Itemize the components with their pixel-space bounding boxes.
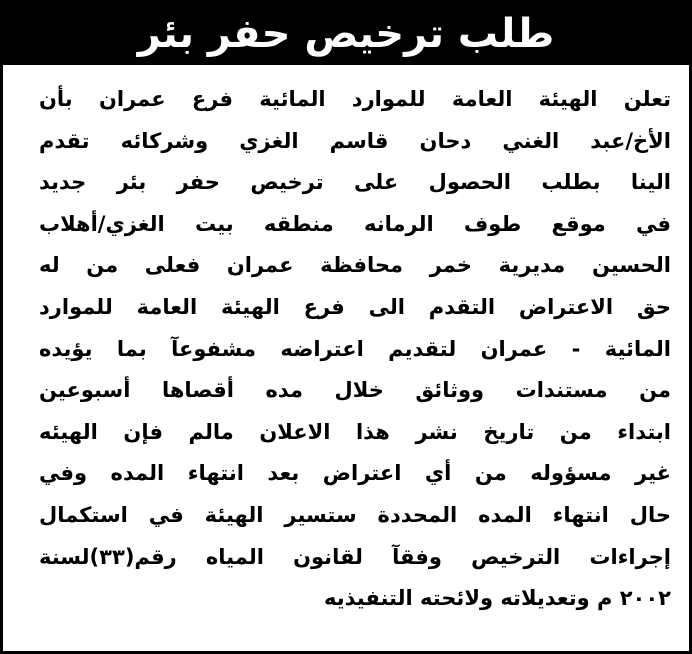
notice-line: ابتداء من تاريخ نشر هذا الاعلان مالم فإن الهيئه — [39, 419, 671, 444]
notice-line: المائية - عمران لتقديم اعتراضه مشفوعآ بما يؤيده — [39, 336, 671, 361]
notice-line: تعلن الهيئة العامة للموارد المائية فرع عمران بأن — [39, 87, 671, 111]
notice-line: الحسين مديرية خمر محافظة عمران فعلى من له — [39, 253, 671, 278]
notice-line: حق الاعتراض التقدم الى فرع الهيئة العامة للموارد — [39, 294, 671, 319]
notice-line: الأخ/عبد الغني دحان قاسم الغزي وشركائه تقدم — [39, 128, 671, 153]
notice-line: غير مسؤوله من أي اعتراض بعد انتهاء المده وفي — [39, 461, 671, 486]
notice-body — [39, 79, 671, 620]
notice-line: الينا بطلب الحصول على ترخيص حفر بئر جديد — [39, 170, 671, 195]
notice-line: إجراءات الترخيص وفقآ لقانون المياه رقم(٣٣)لسنة — [39, 544, 671, 569]
notice-line: حال انتهاء المده المحددة ستسير الهيئة في استكمال — [39, 502, 671, 527]
notice-line: ٢٠٠٢ م وتعديلاته ولائحته التنفيذيه — [324, 586, 671, 611]
notice-line: من مستندات ووثائق خلال مده أقصاها أسبوعين — [39, 378, 671, 403]
notice-line: في موقع طوف الرمانه منطقه بيت الغزي/أهلاب — [39, 211, 671, 236]
notice-title: طلب ترخيص حفر بئر — [3, 3, 689, 65]
